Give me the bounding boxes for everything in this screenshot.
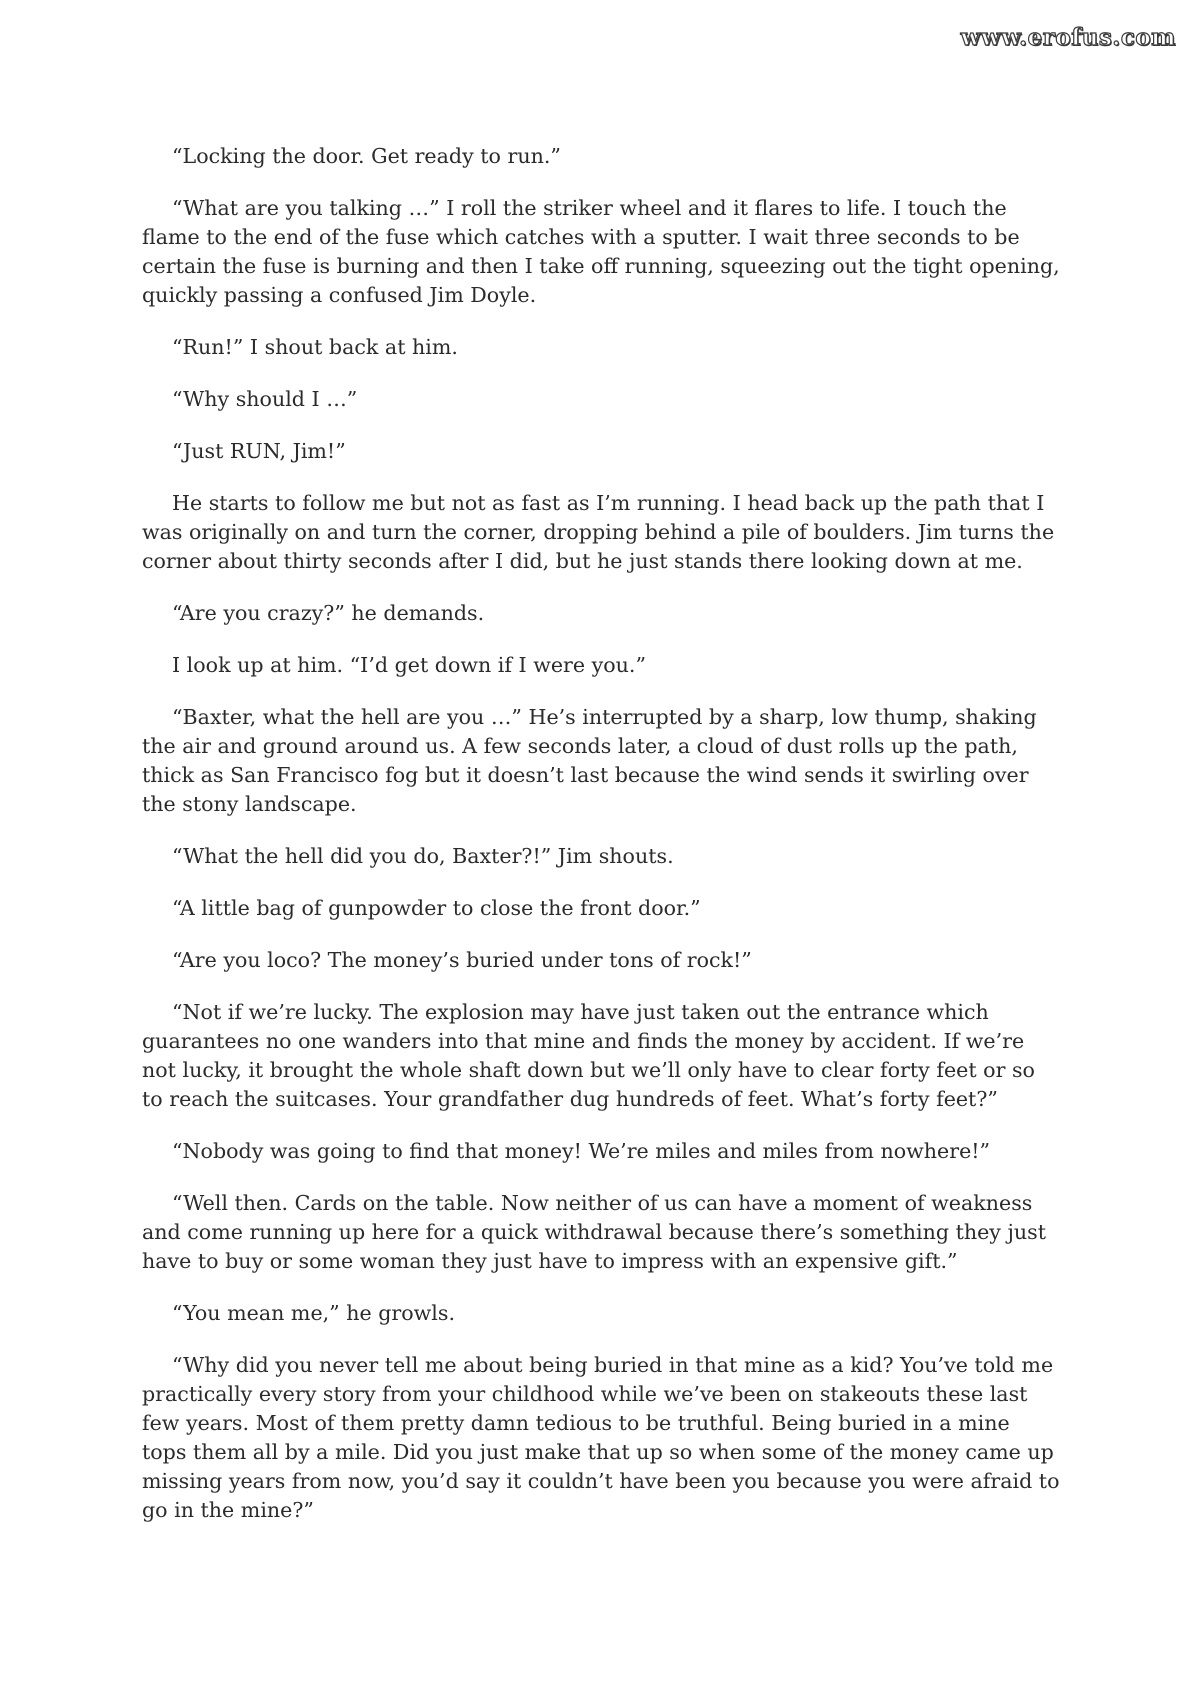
paragraph: “Are you loco? The money’s buried under tons of rock!” — [172, 948, 752, 972]
paragraph: “Locking the door. Get ready to run.” — [172, 144, 561, 168]
paragraph: I look up at him. “I’d get down if I were you.” — [172, 653, 646, 677]
paragraph: “What the hell did you do, Baxter?!” Jim shouts. — [172, 844, 674, 868]
paragraph: “Are you crazy?” he demands. — [172, 601, 485, 625]
paragraph: “A little bag of gunpowder to close the front door.” — [172, 896, 701, 920]
body-text — [142, 142, 1060, 1548]
paragraph: He starts to follow me but not as fast as I’m running. I head back up the path that I was originally on and turn the corner, dropping behind a pile of boulders. Jim turns the corner about thirty seconds after I did, but he just stands there looking down at me. — [142, 491, 1055, 573]
paragraph: “Why should I …” — [172, 387, 358, 411]
paragraph: “Well then. Cards on the table. Now neither of us can have a moment of weakness and come running up here for a quick withdrawal because there’s something they just have to buy or some woman they just have to impress with an expensive gift.” — [142, 1191, 1046, 1273]
paragraph: “Why did you never tell me about being buried in that mine as a kid? You’ve told me practically every story from your childhood while we’ve been on stakeouts these last few years. Most of them pretty damn tedious to be truthful. Being buried in a mine tops them all by a mile. Did you just make that up so when some of the money came up missing years from now, you’d say it couldn’t have been you because you were afraid to go in the mine?” — [142, 1353, 1060, 1522]
paragraph: “You mean me,” he growls. — [172, 1301, 456, 1325]
paragraph: “Nobody was going to find that money! We’re miles and miles from nowhere!” — [172, 1139, 991, 1163]
paragraph: “Baxter, what the hell are you …” He’s interrupted by a sharp, low thump, shaking the air and ground around us. A few seconds later, a cloud of dust rolls up the path, thick as San Francisco fog but it doesn’t last because the wind sends it swirling over the stony landscape. — [142, 705, 1037, 816]
paragraph: “Run!” I shout back at him. — [172, 335, 458, 359]
paragraph: “What are you talking …” I roll the striker wheel and it flares to life. I touch the flame to the end of the fuse which catches with a sputter. I wait three seconds to be certain the fuse is burning and then I take off running, squeezing out the tight opening, quickly passing a confused Jim Doyle. — [142, 196, 1060, 307]
paragraph: “Just RUN, Jim!” — [172, 439, 346, 463]
paragraph: “Not if we’re lucky. The explosion may have just taken out the entrance which guarantees no one wanders into that mine and finds the money by accident. If we’re not lucky, it brought the whole shaft down but we’ll only have to clear forty feet or so to reach the suitcases. Your grandfather dug hundreds of feet. What’s forty feet?” — [142, 1000, 1035, 1111]
watermark: www.erofus.com — [960, 24, 1176, 51]
